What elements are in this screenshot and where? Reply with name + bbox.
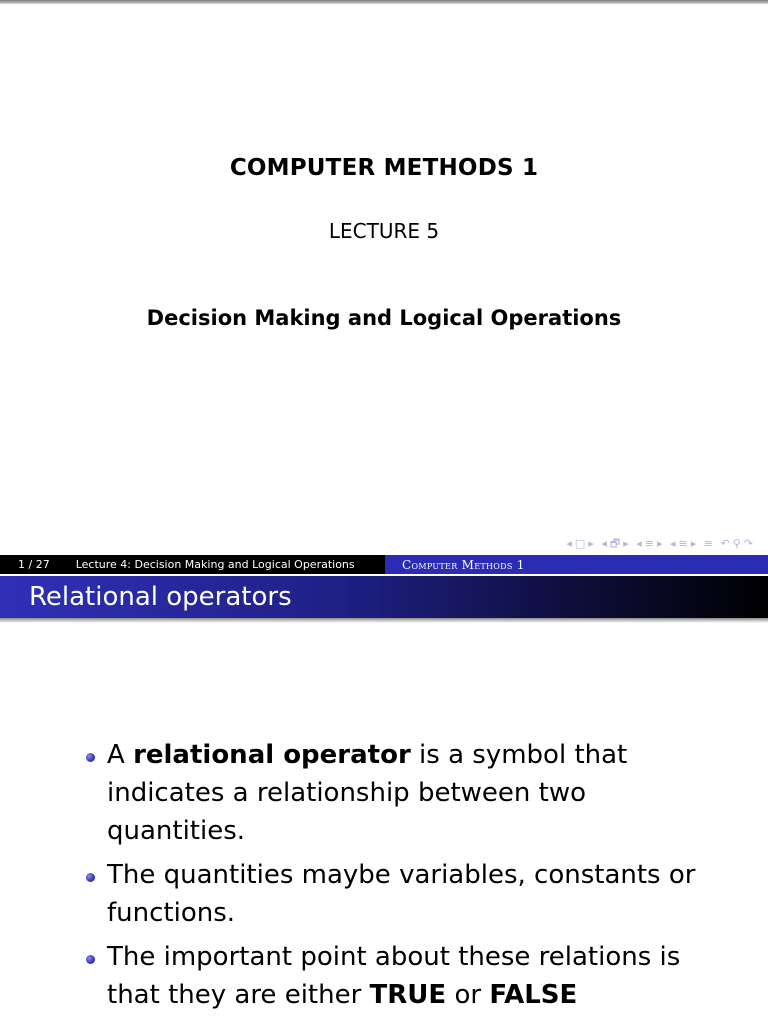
footline-lecture-title: Lecture 4: Decision Making and Logical Operations [75,558,355,571]
bullet-emphasis-true: TRUE [369,980,447,1010]
bullet-text: is a symbol that indicates a relationship between two quantities. [107,740,628,846]
bullet-text: The quantities maybe variables, constants or functions. [107,860,696,928]
bullet-list [82,736,732,1020]
list-item [82,938,732,1014]
beamer-navigation-symbols[interactable] [564,535,754,554]
page-number: 1 / 27 [18,558,50,571]
footline-course: Computer Methods 1 [385,555,768,574]
frame-title-shadow [0,618,768,623]
bullet-emphasis-false: FALSE [489,980,578,1010]
content-slide [0,576,768,1024]
list-item [82,856,732,932]
footline [0,555,768,574]
bullet-text: or [446,980,490,1010]
nav-search-icon[interactable]: ⚲ [732,537,742,550]
nav-prev-icon[interactable]: ◂ [601,537,608,550]
nav-forward-icon[interactable]: ↷ [743,537,754,550]
nav-next-icon[interactable]: ▸ [656,537,664,550]
nav-next-icon[interactable]: ▸ [588,537,595,550]
bullet-icon [86,955,95,964]
nav-next-icon[interactable]: ▸ [690,537,698,550]
list-item [82,736,732,850]
nav-frame-icon[interactable]: □ [574,537,587,550]
page-top-edge [0,0,768,4]
nav-prev-icon[interactable]: ◂ [636,537,643,550]
lecture-number: LECTURE 5 [328,219,440,243]
footline-left [0,555,385,574]
bullet-icon [86,873,95,882]
bullet-text: The important point about these relations is that they are either [107,942,681,1010]
nav-prev-icon[interactable]: ◂ [566,537,573,550]
nav-prev-icon[interactable]: ◂ [670,537,677,550]
nav-section-icon[interactable]: ≡ [678,537,689,550]
nav-document-icon[interactable]: ≡ [703,537,714,550]
bullet-emphasis: relational operator [133,740,411,770]
course-title: COMPUTER METHODS 1 [229,155,539,181]
bullet-icon [86,753,95,762]
nav-section-icon[interactable]: ≡ [644,537,655,550]
bullet-text: A [107,740,134,770]
nav-subsection-icon[interactable]: 🗗 [609,537,622,550]
frame-title: Relational operators [0,576,768,618]
lecture-topic: Decision Making and Logical Operations [146,306,622,330]
nav-next-icon[interactable]: ▸ [623,537,630,550]
nav-back-icon[interactable]: ↶ [720,537,731,550]
